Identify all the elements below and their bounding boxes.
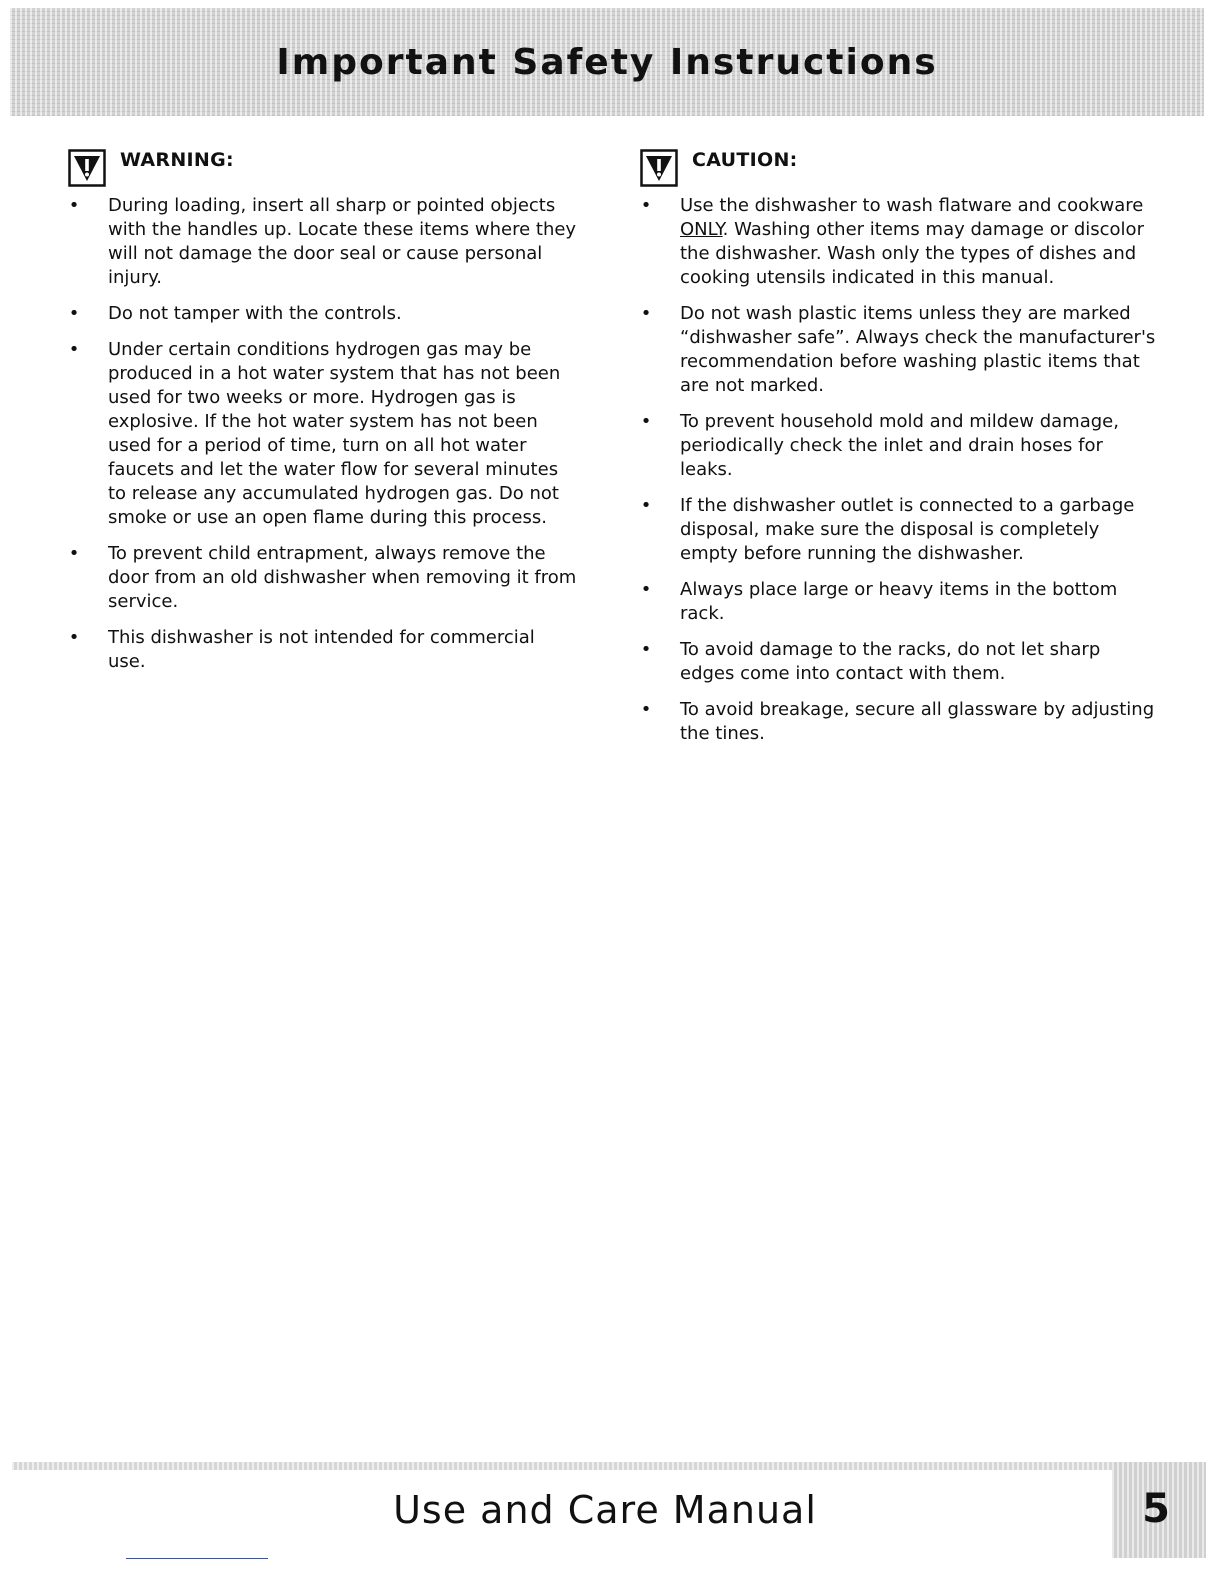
bullet-icon: • [68,627,80,648]
warning-item-text: During loading, insert all sharp or pointed objects with the handles up. Locate these items where they will not damage the door seal or cause personal injury. [108,195,577,288]
warning-item-text: To prevent child entrapment, always remove the door from an old dishwasher when removing it from service. [108,543,577,612]
list-item [640,578,1160,626]
bullet-icon: • [640,699,652,720]
title-banner [10,8,1204,116]
caution-title: CAUTION: [692,149,798,171]
list-item [68,338,578,530]
bullet-icon: • [640,195,652,216]
caution-item-text: To prevent household mold and mildew damage, periodically check the inlet and drain hoses for leaks. [680,411,1119,480]
list-item [640,638,1160,686]
warning-heading [68,148,578,188]
warning-item-text: Under certain conditions hydrogen gas may be produced in a hot water system that has not been used for two weeks or more. Hydrogen gas is explosive. If the hot water system has not been used for a period of time, turn on all hot water faucets and let the water flow for several minutes to release any accumulated hydrogen gas. Do not smoke or use an open flame during this process. [108,339,561,528]
page-number: 5 [1142,1486,1170,1532]
bullet-icon: • [68,195,80,216]
list-item [68,302,578,326]
list-item [68,542,578,614]
caution-item-text: Do not wash plastic items unless they are marked “dishwasher safe”. Always check the manufacturer's recommendation before washing plastic items that are not marked. [680,303,1156,396]
caution-item-text: To avoid damage to the racks, do not let sharp edges come into contact with them. [680,639,1101,684]
caution-item-text: Always place large or heavy items in the bottom rack. [680,579,1118,624]
caution-item-text: If the dishwasher outlet is connected to a garbage disposal, make sure the disposal is completely empty before running the dishwasher. [680,495,1135,564]
manual-title: Use and Care Manual [393,1488,817,1532]
warning-section [68,148,578,686]
footer-rule [12,1462,1112,1470]
list-item [640,302,1160,398]
bullet-icon: • [640,495,652,516]
caution-heading [640,148,1160,188]
caution-item-text-after: . Washing other items may damage or discolor the dishwasher. Wash only the types of dishes and cooking utensils indicated in this manual. [680,219,1144,288]
caution-item-emphasis: ONLY [680,219,723,240]
warning-item-text: Do not tamper with the controls. [108,303,402,324]
list-item [640,194,1160,290]
bullet-icon: • [68,543,80,564]
list-item [640,410,1160,482]
list-item [68,194,578,290]
bullet-icon: • [68,339,80,360]
warning-list [68,194,578,674]
caution-item-text: To avoid breakage, secure all glassware by adjusting the tines. [680,699,1155,744]
warning-exclamation-icon [640,149,678,187]
bullet-icon: • [68,303,80,324]
caution-section [640,148,1160,758]
list-item [640,494,1160,566]
warning-exclamation-icon [68,149,106,187]
bullet-icon: • [640,579,652,600]
bullet-icon: • [640,639,652,660]
warning-item-text: This dishwasher is not intended for commercial use. [108,627,535,672]
page-number-box [1112,1462,1206,1558]
bullet-icon: • [640,303,652,324]
footer-link-underline [126,1558,268,1559]
caution-list [640,194,1160,746]
bullet-icon: • [640,411,652,432]
page-title: Important Safety Instructions [276,42,938,83]
warning-title: WARNING: [120,149,234,171]
list-item [68,626,578,674]
caution-item-text-before: Use the dishwasher to wash flatware and cookware [680,195,1144,216]
list-item [640,698,1160,746]
